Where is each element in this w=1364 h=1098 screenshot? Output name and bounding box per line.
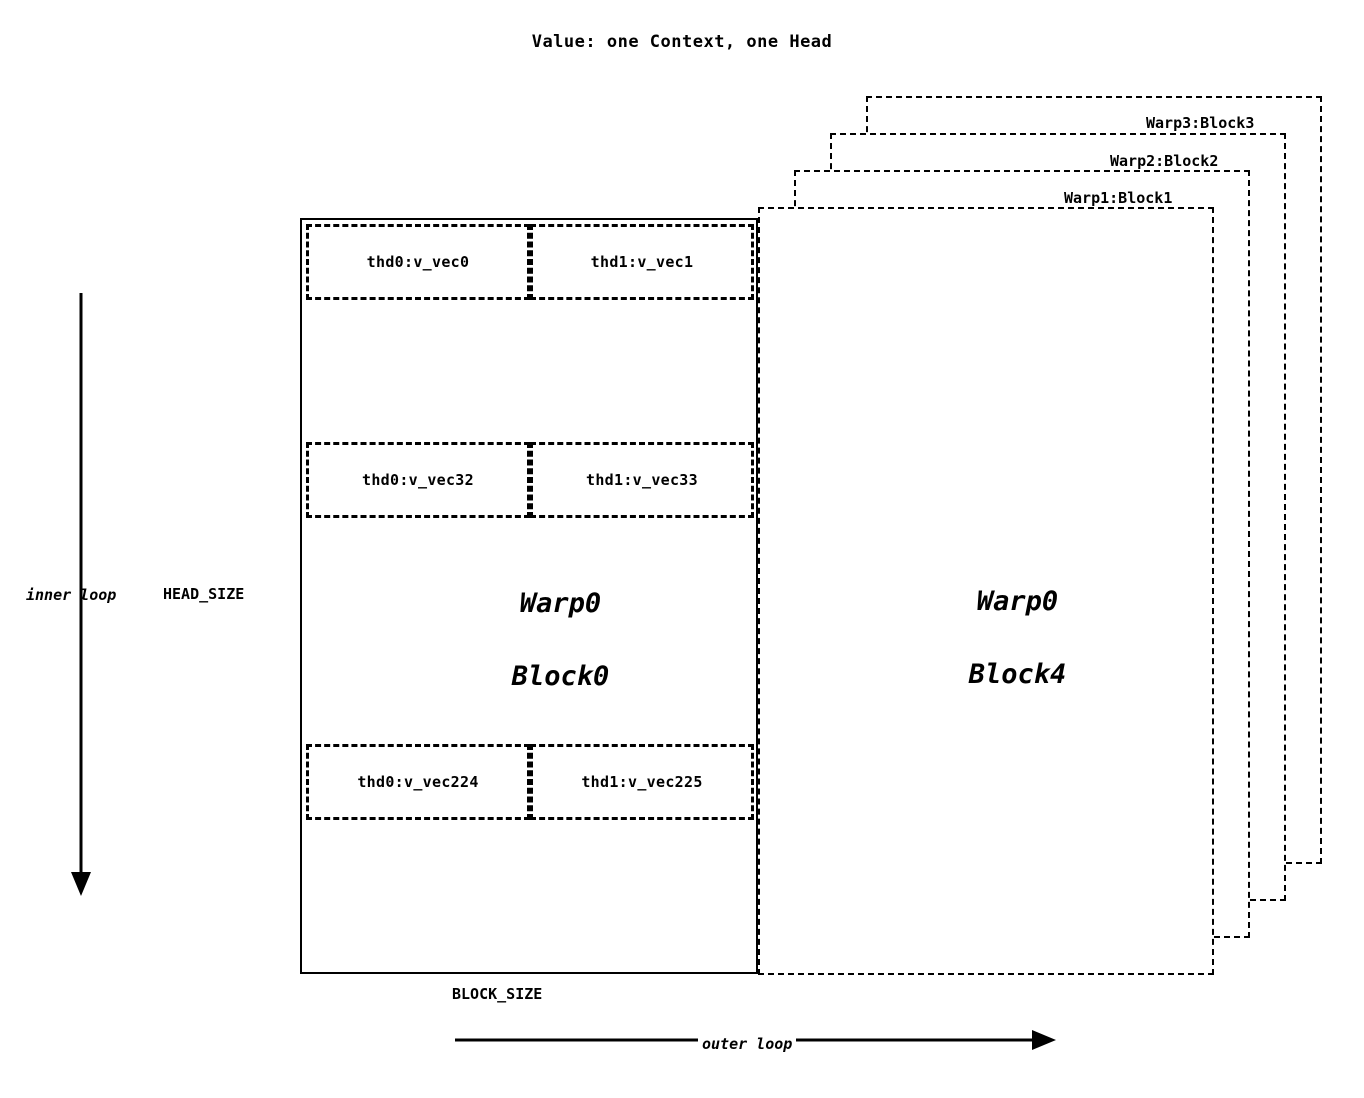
thread-cell-label: thd0:v_vec0 (366, 253, 470, 271)
inner-loop-arrow-head (71, 872, 91, 896)
thread-cell-label: thd0:v_vec32 (362, 471, 474, 489)
warp0-block0-label-line1: Warp0 (519, 588, 602, 620)
thread-cell (306, 224, 530, 300)
warp0-block4-label-line2: Block4 (968, 659, 1067, 691)
warp0-block0-region (300, 218, 758, 974)
stacked-block-1-label: Warp1:Block1 (1064, 189, 1173, 207)
warp0-block4-region (760, 218, 1210, 974)
thread-cell (306, 442, 530, 518)
page-title: Value: one Context, one Head (531, 32, 833, 52)
outer-loop-arrow-head (1032, 1030, 1056, 1050)
warp0-block0-label (302, 550, 754, 732)
thread-cell (530, 224, 754, 300)
stacked-block-2-label: Warp2:Block2 (1110, 152, 1219, 170)
thread-cell-label: thd1:v_vec225 (581, 773, 703, 791)
thread-cell (306, 744, 530, 820)
stacked-block-3-label: Warp3:Block3 (1146, 114, 1255, 132)
thread-cell (530, 744, 754, 820)
warp0-block4-label (760, 548, 1210, 730)
thread-cell-label: thd1:v_vec1 (590, 253, 694, 271)
thread-cell (530, 442, 754, 518)
inner-loop-label: inner loop (26, 586, 117, 604)
outer-loop-label: outer loop (698, 1035, 796, 1053)
head-size-label: HEAD_SIZE (163, 585, 245, 603)
thread-cell-label: thd1:v_vec33 (586, 471, 698, 489)
warp0-block4-label-line1: Warp0 (976, 586, 1059, 618)
block-size-label: BLOCK_SIZE (452, 985, 543, 1003)
warp0-block0-label-line2: Block0 (511, 661, 610, 693)
thread-cell-label: thd0:v_vec224 (357, 773, 479, 791)
